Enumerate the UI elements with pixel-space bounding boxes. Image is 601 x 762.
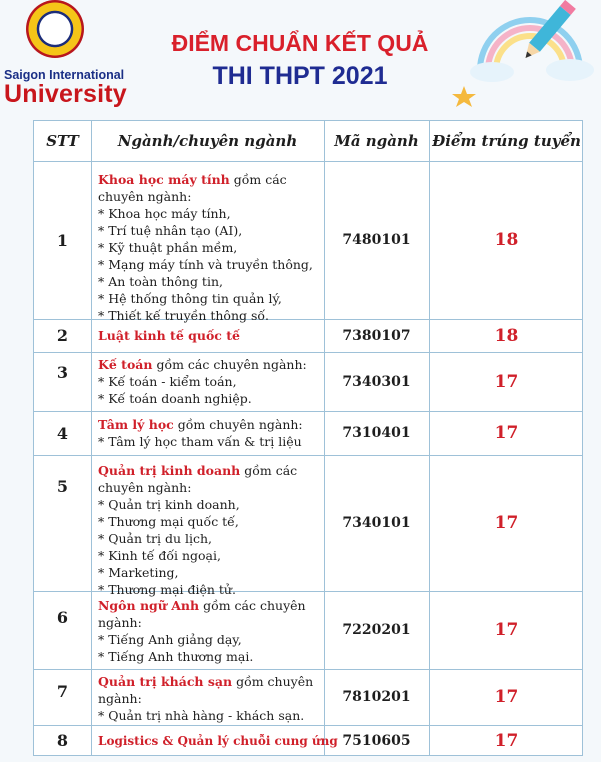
page-title: ĐIỂM CHUẨN KẾT QUẢ [171, 30, 429, 56]
column-header-score: Điểm trúng tuyển [432, 132, 581, 150]
column-header-stt: STT [46, 132, 79, 150]
specialization-item: * Kinh tế đối ngoại, [98, 548, 221, 563]
column-header-major: Ngành/chuyên ngành [117, 132, 298, 150]
row-score: 17 [494, 730, 519, 751]
specialization-item: * Thương mại điện tử. [98, 582, 236, 597]
table-row [34, 161, 584, 323]
row-major [98, 416, 323, 450]
row-stt: 2 [56, 326, 69, 345]
row-score: 17 [494, 423, 519, 443]
specialization-item: * Kỹ thuật phần mềm, [98, 240, 238, 255]
major-name: Luật kinh tế quốc tế [98, 328, 240, 343]
logo-text-small: Saigon International [4, 68, 125, 82]
table-row [34, 411, 584, 455]
table-row [34, 352, 584, 411]
row-major [98, 327, 323, 344]
row-code: 7480101 [342, 232, 411, 248]
row-code: 7220201 [342, 622, 411, 638]
specialization-item: * Quản trị du lịch, [98, 531, 213, 546]
major-name: Quản trị kinh doanh [98, 463, 241, 478]
specialization-item: * Tiếng Anh thương mại. [98, 649, 254, 664]
major-suffix: gồm các chuyên ngành: [98, 598, 306, 630]
row-code: 7810201 [342, 689, 411, 705]
row-score: 17 [494, 371, 519, 392]
page-subtitle: THI THPT 2021 [212, 62, 388, 90]
row-stt: 8 [56, 731, 69, 750]
specialization-item: * Khoa học máy tính, [98, 206, 231, 221]
major-suffix: gồm các chuyên ngành: [98, 463, 298, 495]
major-suffix: gồm các chuyên ngành: [98, 172, 287, 204]
row-stt: 4 [56, 423, 69, 443]
specialization-item: * Kế toán - kiểm toán, [98, 374, 237, 389]
table-row [34, 455, 584, 597]
major-suffix: gồm chuyên ngành: [173, 417, 303, 432]
row-code: 7510605 [342, 732, 411, 749]
row-score: 17 [494, 687, 519, 707]
major-name: Ngôn ngữ Anh [98, 598, 200, 613]
specialization-item: * Marketing, [98, 565, 179, 580]
major-name: Khoa học máy tính [98, 172, 230, 187]
row-major [98, 171, 323, 324]
specialization-item: * Tiếng Anh giảng dạy, [98, 632, 242, 647]
row-major [98, 462, 323, 598]
row-major [98, 597, 323, 665]
row-score: 17 [494, 620, 519, 640]
row-major [98, 356, 323, 407]
specialization-item: * Quản trị nhà hàng - khách sạn. [98, 708, 305, 723]
major-suffix: gồm chuyên ngành: [98, 674, 314, 706]
table-row [34, 669, 584, 725]
row-score: 17 [494, 513, 519, 533]
row-stt: 3 [56, 363, 69, 382]
specialization-item: * Thiết kế truyền thông số. [98, 308, 270, 323]
major-name: Kế toán [98, 357, 153, 372]
specialization-item: * An toàn thông tin, [98, 274, 223, 289]
results-table [33, 120, 583, 756]
specialization-item: * Kế toán doanh nghiệp. [98, 391, 252, 406]
row-code: 7340301 [342, 373, 411, 390]
specialization-item: * Hệ thống thông tin quản lý, [98, 291, 282, 306]
row-stt: 1 [56, 230, 69, 250]
table-row [34, 725, 584, 756]
row-code: 7310401 [342, 425, 411, 441]
row-major [98, 732, 338, 750]
column-header-code: Mã ngành [334, 132, 419, 150]
specialization-item: * Quản trị kinh doanh, [98, 497, 240, 512]
row-stt: 5 [56, 476, 69, 496]
major-name: Logistics & Quản lý chuỗi cung ứng [98, 734, 338, 748]
rainbow-decoration-icon [440, 0, 601, 118]
university-logo [4, 0, 127, 108]
specialization-item: * Trí tuệ nhân tạo (AI), [98, 223, 243, 238]
row-code: 7380107 [342, 327, 411, 344]
major-suffix: gồm các chuyên ngành: [152, 357, 307, 372]
row-stt: 6 [56, 607, 69, 627]
major-name: Quản trị khách sạn [98, 674, 233, 689]
specialization-item: * Thương mại quốc tế, [98, 514, 239, 529]
major-name: Tâm lý học [98, 417, 174, 432]
table-row [34, 319, 584, 352]
logo-text-big: University [4, 80, 127, 108]
specialization-item: * Mạng máy tính và truyền thông, [98, 257, 313, 272]
row-code: 7340101 [342, 515, 411, 531]
row-score: 18 [494, 230, 519, 250]
specialization-item: * Tâm lý học tham vấn & trị liệu [98, 434, 302, 449]
page-header [0, 0, 601, 118]
row-stt: 7 [56, 681, 69, 701]
seal-icon [26, 0, 84, 58]
table-row [34, 591, 584, 669]
row-score: 18 [494, 325, 519, 346]
row-major [98, 673, 323, 724]
